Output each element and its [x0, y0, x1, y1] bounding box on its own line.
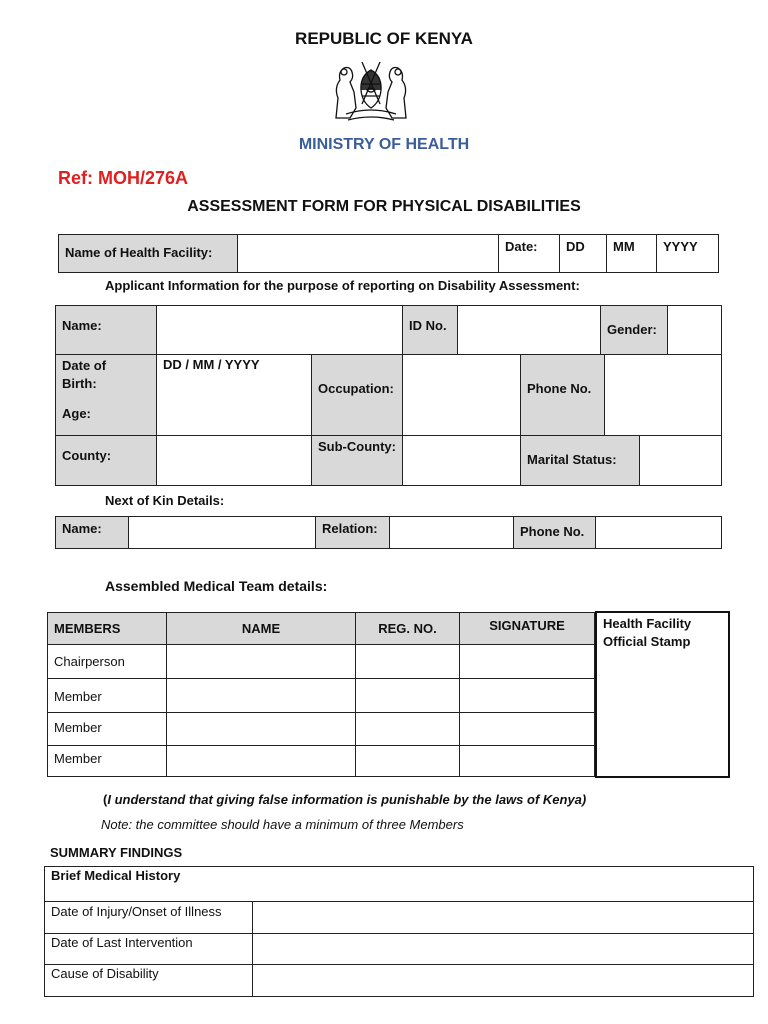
county-input[interactable]	[156, 435, 312, 486]
declaration-text: I understand that giving false information is punishable by the laws of Kenya)	[107, 792, 587, 807]
subcounty-label: Sub-County:	[311, 435, 403, 486]
injury-date-input[interactable]	[252, 901, 754, 934]
team-row-name-input[interactable]	[166, 644, 356, 679]
marital-status-input[interactable]	[639, 435, 722, 486]
team-row-member-label: Member	[47, 712, 167, 746]
team-row-name-input[interactable]	[166, 745, 356, 777]
id-number-input[interactable]	[457, 305, 601, 355]
age-label: Age:	[62, 406, 91, 421]
form-reference: Ref: MOH/276A	[58, 168, 189, 188]
medical-team-heading: Assembled Medical Team details:	[105, 578, 328, 594]
team-row-signature-input[interactable]	[459, 712, 595, 746]
facility-name-input[interactable]	[237, 234, 499, 273]
team-row-name-input[interactable]	[166, 712, 356, 746]
dob-age-label-cell	[55, 354, 157, 436]
facility-name-label: Name of Health Facility:	[58, 234, 238, 273]
next-of-kin-heading: Next of Kin Details:	[105, 493, 225, 508]
team-row-member-label: Chairperson	[47, 644, 167, 679]
occupation-label: Occupation:	[311, 354, 403, 436]
official-stamp-box[interactable]: Health Facility Official Stamp	[595, 611, 730, 778]
kin-name-input[interactable]	[128, 516, 316, 549]
medical-history-field[interactable]: Brief Medical History	[44, 866, 754, 902]
phone-label: Phone No.	[520, 354, 605, 436]
phone-input[interactable]	[604, 354, 722, 436]
summary-row-label: Date of Last Intervention	[44, 933, 253, 965]
date-year-field[interactable]: YYYY	[656, 234, 719, 273]
declaration-open-paren: (	[103, 792, 108, 807]
team-row-signature-input[interactable]	[459, 678, 595, 713]
subcounty-input[interactable]	[402, 435, 521, 486]
gender-label: Gender:	[600, 305, 668, 355]
committee-note: Note: the committee should have a minimum of three Members	[101, 817, 464, 832]
cause-of-disability-input[interactable]	[252, 964, 754, 997]
date-label: Date:	[498, 234, 560, 273]
kin-phone-input[interactable]	[595, 516, 722, 549]
team-row-reg-input[interactable]	[355, 678, 460, 713]
coat-of-arms-emblem	[328, 58, 414, 124]
team-row-signature-input[interactable]	[459, 745, 595, 777]
summary-row-label: Cause of Disability	[44, 964, 253, 997]
team-row-signature-input[interactable]	[459, 644, 595, 679]
last-intervention-input[interactable]	[252, 933, 754, 965]
id-number-label: ID No.	[402, 305, 458, 355]
reg-no-column-header: REG. NO.	[355, 612, 460, 645]
team-row-reg-input[interactable]	[355, 745, 460, 777]
team-row-reg-input[interactable]	[355, 644, 460, 679]
applicant-name-input[interactable]	[156, 305, 403, 355]
kin-relation-input[interactable]	[389, 516, 514, 549]
summary-row-label: Date of Injury/Onset of Illness	[44, 901, 253, 934]
applicant-intro: Applicant Information for the purpose of reporting on Disability Assessment:	[105, 278, 580, 293]
gender-input[interactable]	[667, 305, 722, 355]
occupation-input[interactable]	[402, 354, 521, 436]
county-label: County:	[55, 435, 157, 486]
date-month-field[interactable]: MM	[606, 234, 657, 273]
team-row-reg-input[interactable]	[355, 712, 460, 746]
form-title: ASSESSMENT FORM FOR PHYSICAL DISABILITIES	[187, 198, 581, 215]
kin-phone-label: Phone No.	[513, 516, 596, 549]
signature-column-header: SIGNATURE	[459, 612, 595, 645]
name-column-header: NAME	[166, 612, 356, 645]
coat-of-arms-icon	[328, 58, 414, 124]
dob-label: Date of Birth:	[62, 358, 107, 391]
team-row-member-label: Member	[47, 678, 167, 713]
applicant-name-label: Name:	[55, 305, 157, 355]
ministry-title: MINISTRY OF HEALTH	[298, 136, 470, 153]
summary-heading: SUMMARY FINDINGS	[50, 845, 183, 860]
kin-relation-label: Relation:	[315, 516, 390, 549]
date-day-field[interactable]: DD	[559, 234, 607, 273]
kin-name-label: Name:	[55, 516, 129, 549]
team-row-name-input[interactable]	[166, 678, 356, 713]
republic-title: REPUBLIC OF KENYA	[295, 29, 473, 48]
declaration-line	[103, 792, 586, 807]
marital-status-label: Marital Status:	[520, 435, 640, 486]
members-column-header: MEMBERS	[47, 612, 167, 645]
dob-input[interactable]: DD / MM / YYYY	[156, 354, 312, 436]
team-row-member-label: Member	[47, 745, 167, 777]
